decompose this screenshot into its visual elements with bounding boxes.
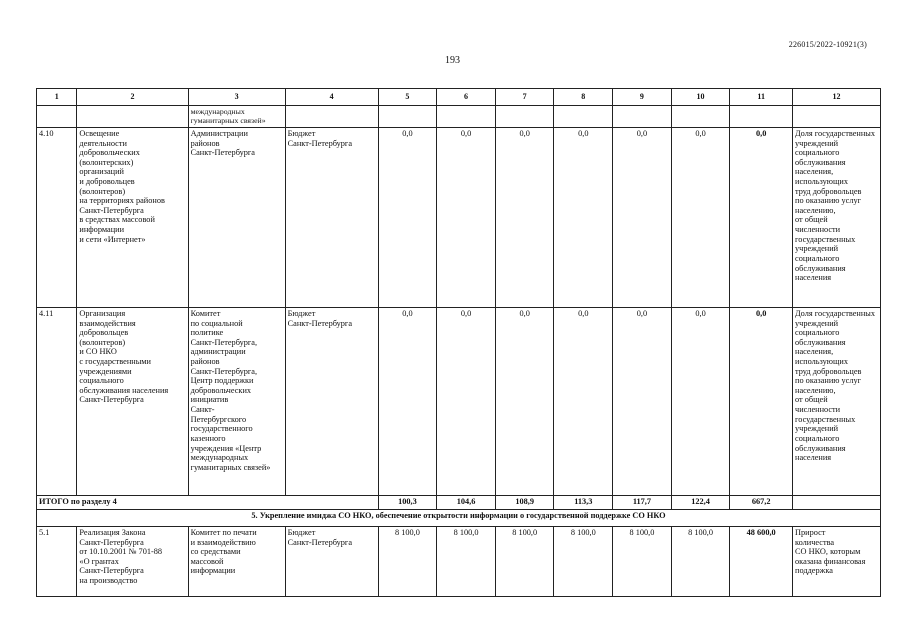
indicator-cell: Прирост количества СО НКО, которым оказана финансовая поддержка xyxy=(793,527,881,597)
value-cell: 0,0 xyxy=(437,308,496,496)
value-cell: 0,0 xyxy=(437,128,496,308)
table-cell xyxy=(495,106,554,128)
value-cell: 8 100,0 xyxy=(378,527,437,597)
value-cell: 0,0 xyxy=(554,128,613,308)
value-cell: 0,0 xyxy=(671,308,730,496)
total-cell: 48 600,0 xyxy=(730,527,793,597)
table-cell xyxy=(613,106,672,128)
section-total-value: 100,3 xyxy=(378,496,437,510)
value-cell: 0,0 xyxy=(554,308,613,496)
table-cell xyxy=(730,106,793,128)
section-total-value: 104,6 xyxy=(437,496,496,510)
measure-name-cell: Реализация Закона Санкт-Петербурга от 10.10.2001 № 701-88 «О грантах Санкт-Петербурга на производство xyxy=(77,527,188,597)
indicator-cell: Доля государственных учреждений социального обслуживания населения, использующих труд добровольцев по оказанию услуг населению, от общей численности государственных учреждений социального обслуживания населения xyxy=(793,128,881,308)
table-cell xyxy=(285,106,378,128)
value-cell: 8 100,0 xyxy=(554,527,613,597)
section-total-sum: 667,2 xyxy=(730,496,793,510)
value-cell: 8 100,0 xyxy=(495,527,554,597)
value-cell: 0,0 xyxy=(378,128,437,308)
table-cell xyxy=(37,106,77,128)
table-row xyxy=(37,308,881,496)
column-header: 9 xyxy=(613,89,672,106)
table-cell xyxy=(378,106,437,128)
value-cell: 8 100,0 xyxy=(671,527,730,597)
table-cell xyxy=(793,106,881,128)
program-table xyxy=(36,88,881,597)
column-header: 12 xyxy=(793,89,881,106)
continuation-row xyxy=(37,106,881,128)
section-heading-row xyxy=(37,510,881,527)
column-header: 7 xyxy=(495,89,554,106)
row-number: 5.1 xyxy=(37,527,77,597)
section-total-label: ИТОГО по разделу 4 xyxy=(37,496,379,510)
value-cell: 0,0 xyxy=(613,308,672,496)
table-cell xyxy=(671,106,730,128)
section-total-value: 113,3 xyxy=(554,496,613,510)
section-total-row xyxy=(37,496,881,510)
document-id: 226015/2022-10921(3) xyxy=(788,40,867,49)
column-header: 6 xyxy=(437,89,496,106)
header-row xyxy=(37,89,881,106)
measure-name-cell: Освещение деятельности добровольческих (волонтерских) организаций и добровольцев (волонтеров) на территориях районов Санкт-Петербурга в средствах массовой информации и сети «Интернет» xyxy=(77,128,188,308)
row-number: 4.11 xyxy=(37,308,77,496)
measure-name-cell: Организация взаимодействия добровольцев (волонтеров) и СО НКО с государственными учреждениями социального обслуживания населения Санкт-Петербурга xyxy=(77,308,188,496)
value-cell: 0,0 xyxy=(671,128,730,308)
table-row xyxy=(37,527,881,597)
total-cell: 0,0 xyxy=(730,128,793,308)
executor-cell: Комитет по печати и взаимодействию со средствами массовой информации xyxy=(188,527,285,597)
total-cell: 0,0 xyxy=(730,308,793,496)
section-total-value: 122,4 xyxy=(671,496,730,510)
section-total-value: 117,7 xyxy=(613,496,672,510)
table-cell xyxy=(793,496,881,510)
value-cell: 0,0 xyxy=(495,128,554,308)
funding-source-cell: Бюджет Санкт-Петербурга xyxy=(285,308,378,496)
page-number: 193 xyxy=(445,55,460,66)
value-cell: 8 100,0 xyxy=(613,527,672,597)
column-header: 4 xyxy=(285,89,378,106)
value-cell: 0,0 xyxy=(613,128,672,308)
executor-cell: международных гуманитарных связей» xyxy=(188,106,285,128)
column-header: 8 xyxy=(554,89,613,106)
section-5-title: 5. Укрепление имиджа СО НКО, обеспечение открытости информации о государственной поддержке СО НКО xyxy=(37,510,881,527)
column-header: 2 xyxy=(77,89,188,106)
value-cell: 0,0 xyxy=(378,308,437,496)
table-cell xyxy=(77,106,188,128)
value-cell: 8 100,0 xyxy=(437,527,496,597)
executor-cell: Администрации районов Санкт-Петербурга xyxy=(188,128,285,308)
funding-source-cell: Бюджет Санкт-Петербурга xyxy=(285,128,378,308)
column-header: 3 xyxy=(188,89,285,106)
table-cell xyxy=(554,106,613,128)
table-row xyxy=(37,128,881,308)
indicator-cell: Доля государственных учреждений социального обслуживания населения, использующих труд добровольцев по оказанию услуг населению, от общей численности государственных учреждений социального обслуживания населения xyxy=(793,308,881,496)
value-cell: 0,0 xyxy=(495,308,554,496)
row-number: 4.10 xyxy=(37,128,77,308)
column-header: 5 xyxy=(378,89,437,106)
column-header: 11 xyxy=(730,89,793,106)
section-total-value: 108,9 xyxy=(495,496,554,510)
table-cell xyxy=(437,106,496,128)
column-header: 1 xyxy=(37,89,77,106)
column-header: 10 xyxy=(671,89,730,106)
executor-cell: Комитет по социальной политике Санкт-Петербурга, администрации районов Санкт-Петербурга, Центр поддержки добровольческих инициатив Санкт- Петербургского государственного казенного учреждения «Центр международных гуманитарных связей» xyxy=(188,308,285,496)
funding-source-cell: Бюджет Санкт-Петербурга xyxy=(285,527,378,597)
